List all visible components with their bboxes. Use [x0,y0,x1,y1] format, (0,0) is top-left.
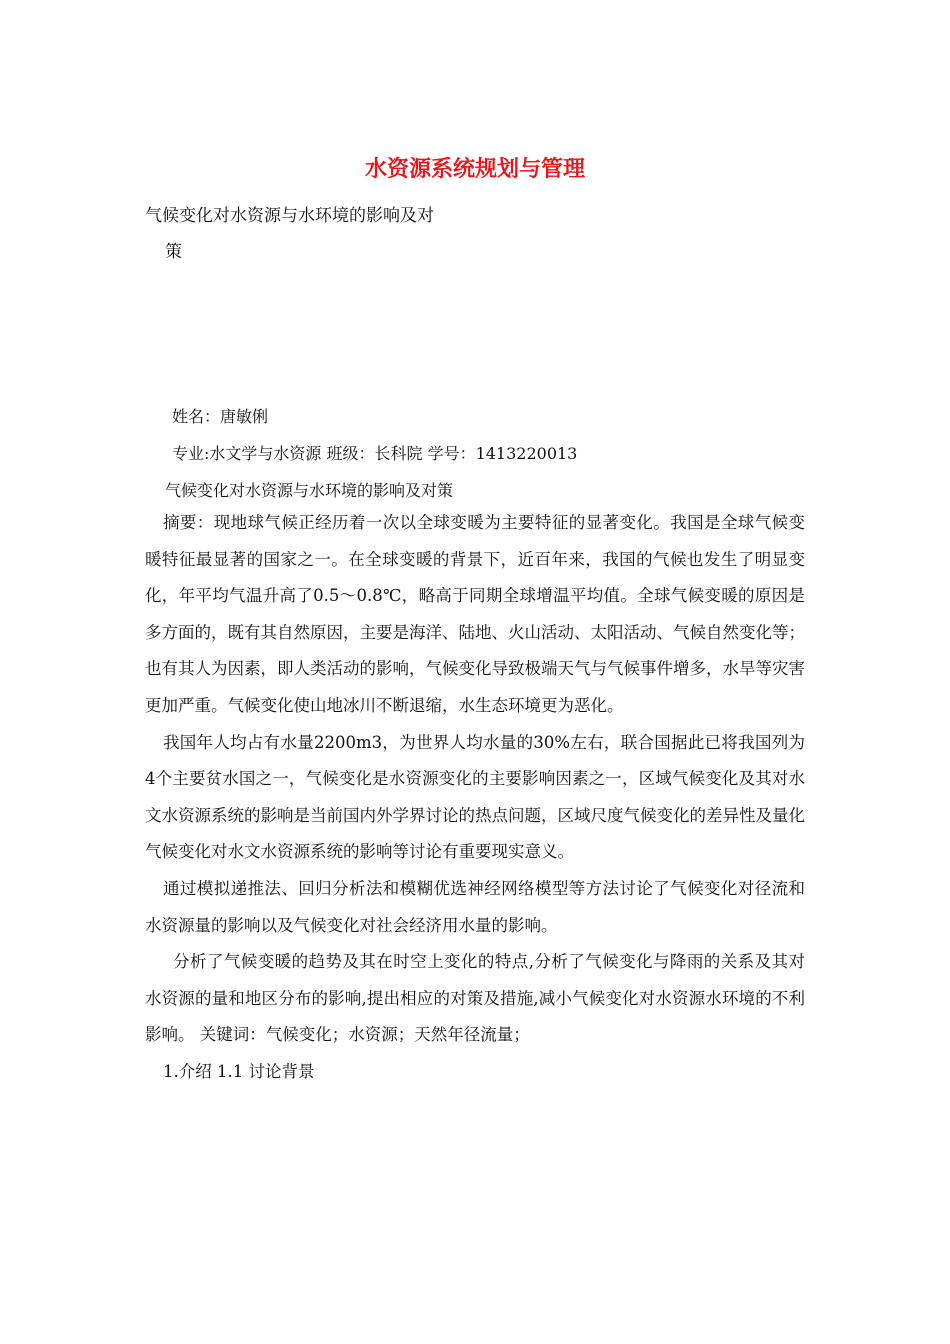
subtitle-line-2: 策 [165,242,182,262]
body-paragraph-4: 分析了气候变暖的趋势及其在时空上变化的特点,分析了气候变化与降雨的关系及其对水资源的量和地区分布的影响,提出相应的对策及措施,减小气候变化对水资源水环境的不利影响。 关键词：气候变化；水资源；天然年径流量； [145,952,805,1045]
body-paragraph-3: 通过模拟递推法、回归分析法和模糊优选神经网络模型等方法讨论了气候变化对径流和水资源量的影响以及气候变化对社会经济用水量的影响。 [145,878,805,935]
author-major-class-id: 专业:水文学与水资源 班级：长科院 学号：1413220013 [172,444,578,463]
subtitle-line-1: 气候变化对水资源与水环境的影响及对 [145,206,434,226]
abstract-paragraph: 摘要：现地球气候正经历着一次以全球变暖为主要特征的显著变化。我国是全球气候变暖特征最显著的国家之一。在全球变暖的背景下，近百年来，我国的气候也发生了明显变化，年平均气温升高了0.5～0.8℃，略高于同期全球增温平均值。全球气候变暖的原因是多方面的，既有其自然原因，主要是海洋、陆地、火山活动、太阳活动、气候自然变化等；也有其人为因素，即人类活动的影响，气候变化导致极端天气与气候事件增多，水旱等灾害更加严重。气候变化使山地冰川不断退缩，水生态环境更为恶化。 [145,513,805,715]
body-paragraph-2: 我国年人均占有水量2200m3，为世界人均水量的30%左右，联合国据此已将我国列为4个主要贫水国之一，气候变化是水资源变化的主要影响因素之一，区域气候变化及其对水文水资源系统的影响是当前国内外学界讨论的热点问题，区域尺度气候变化的差异性及量化气候变化对水文水资源系统的影响等讨论有重要现实意义。 [145,732,805,862]
author-info [145,398,815,509]
author-name: 姓名：唐敏俐 [172,407,269,426]
document-subtitle [145,198,505,270]
section-heading: 1.介绍 1.1 讨论背景 [163,1061,315,1081]
document-body [145,505,805,1091]
topic-line: 气候变化对水资源与水环境的影响及对策 [165,481,454,500]
page-title: 水资源系统规划与管理 [364,156,585,182]
